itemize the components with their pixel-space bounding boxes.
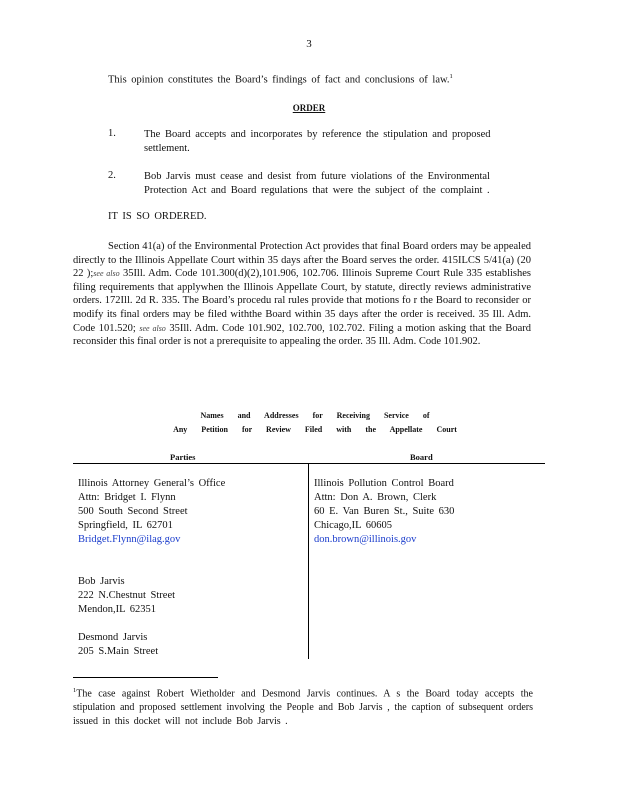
address-line: Illinois Pollution Control Board [314, 478, 454, 489]
address-line: Illinois Attorney General’s Office [78, 478, 226, 489]
service-table-title [150, 409, 480, 437]
appeal-text-1: Section 41(a) of the Environmental Protection Act provides that final Board orders may be appealed directly to the Illinois Appellate Court within 35 days after the Board serves the order. 415ILCS 5/41(a) (20 22 ); [73, 241, 531, 280]
address-line: Springfield, IL 62701 [78, 520, 173, 531]
address-line: Mendon,IL 62351 [78, 604, 157, 615]
party-address-ag [78, 477, 225, 547]
address-line: Desmond Jarvis [78, 632, 148, 643]
footnote-separator [73, 677, 218, 678]
see-also-citation: see also [139, 323, 166, 333]
see-also-citation: see also [93, 269, 120, 279]
table-divider [73, 463, 545, 464]
table-column-divider [308, 463, 309, 659]
order-item-line: settlement. [144, 143, 190, 154]
email-link[interactable]: don.brown@illinois.gov [314, 534, 417, 545]
address-line: Attn: Don A. Brown, Clerk [314, 492, 437, 503]
intro-sentence [108, 73, 453, 86]
footnote-reference: 1 [449, 73, 453, 80]
address-line: Attn: Bridget I. Flynn [78, 492, 176, 503]
column-header-board: Board [410, 452, 433, 462]
order-item-number: 2. [108, 170, 116, 181]
party-address-bob-jarvis [78, 575, 175, 617]
appeal-text-2: 35Ill. Adm. Code 101.300(d)(2),101.906, 102.706. Illinois Supreme Court Rule 335 establishes filing requirements that applywhen the Illinois Appellate Court, by statute, directly reviews administrative orders. 172Ill. 2d R. 335. The Board’s procedu ral rules provide that motions fo r the Board to reconsider or modify its final orders may be filed withthe Board within 35 days after the order is received. 35 Ill. Adm. Code 101.520; [73, 268, 531, 334]
email-link[interactable]: Bridget.Flynn@ilag.gov [78, 534, 181, 545]
order-item-line: The Board accepts and incorporates by reference the stipulation and proposed [144, 129, 491, 140]
address-line: 500 South Second Street [78, 506, 188, 517]
order-heading: ORDER [292, 103, 326, 113]
address-line: Chicago,IL 60605 [314, 520, 393, 531]
order-item-number: 1. [108, 128, 116, 139]
address-line: 205 S.Main Street [78, 646, 159, 657]
so-ordered: IT IS SO ORDERED. [108, 211, 207, 222]
party-address-desmond-jarvis [78, 631, 158, 659]
board-address [314, 477, 454, 547]
page-number: 3 [306, 38, 312, 50]
footnote [73, 684, 533, 729]
order-item-line: Protection Act and Board regulations that were the subject of the complaint . [144, 185, 490, 196]
address-line: 60 E. Van Buren St., Suite 630 [314, 506, 455, 517]
intro-text: This opinion constitutes the Board’s findings of fact and conclusions of law. [108, 74, 450, 86]
address-line: Bob Jarvis [78, 576, 125, 587]
footnote-mark: 1 [73, 687, 77, 694]
footnote-text: The case against Robert Wietholder and Desmond Jarvis continues. A s the Board today accepts the stipulation and proposed settlement involving the People and Bob Jarvis , the caption of subsequent orders issued in this docket will not include Bob Jarvis . [73, 688, 533, 728]
order-item-line: Bob Jarvis must cease and desist from future violations of the Environmental [144, 171, 490, 182]
appeal-paragraph [73, 240, 531, 349]
column-header-parties: Parties [170, 452, 196, 462]
appeal-text-3: 35Ill. Adm. Code 101.902, 102.700, 102.702. Filing a motion asking that the Board reconsider this final order is not a prerequisite to appealing the order. 35 Ill. Adm. Code 101.902. [73, 322, 532, 348]
service-title-line: Any Petition for Review Filed with the Appellate Court [173, 425, 457, 434]
address-line: 222 N.Chestnut Street [78, 590, 176, 601]
service-title-line: Names and Addresses for Receiving Service of [200, 411, 430, 420]
